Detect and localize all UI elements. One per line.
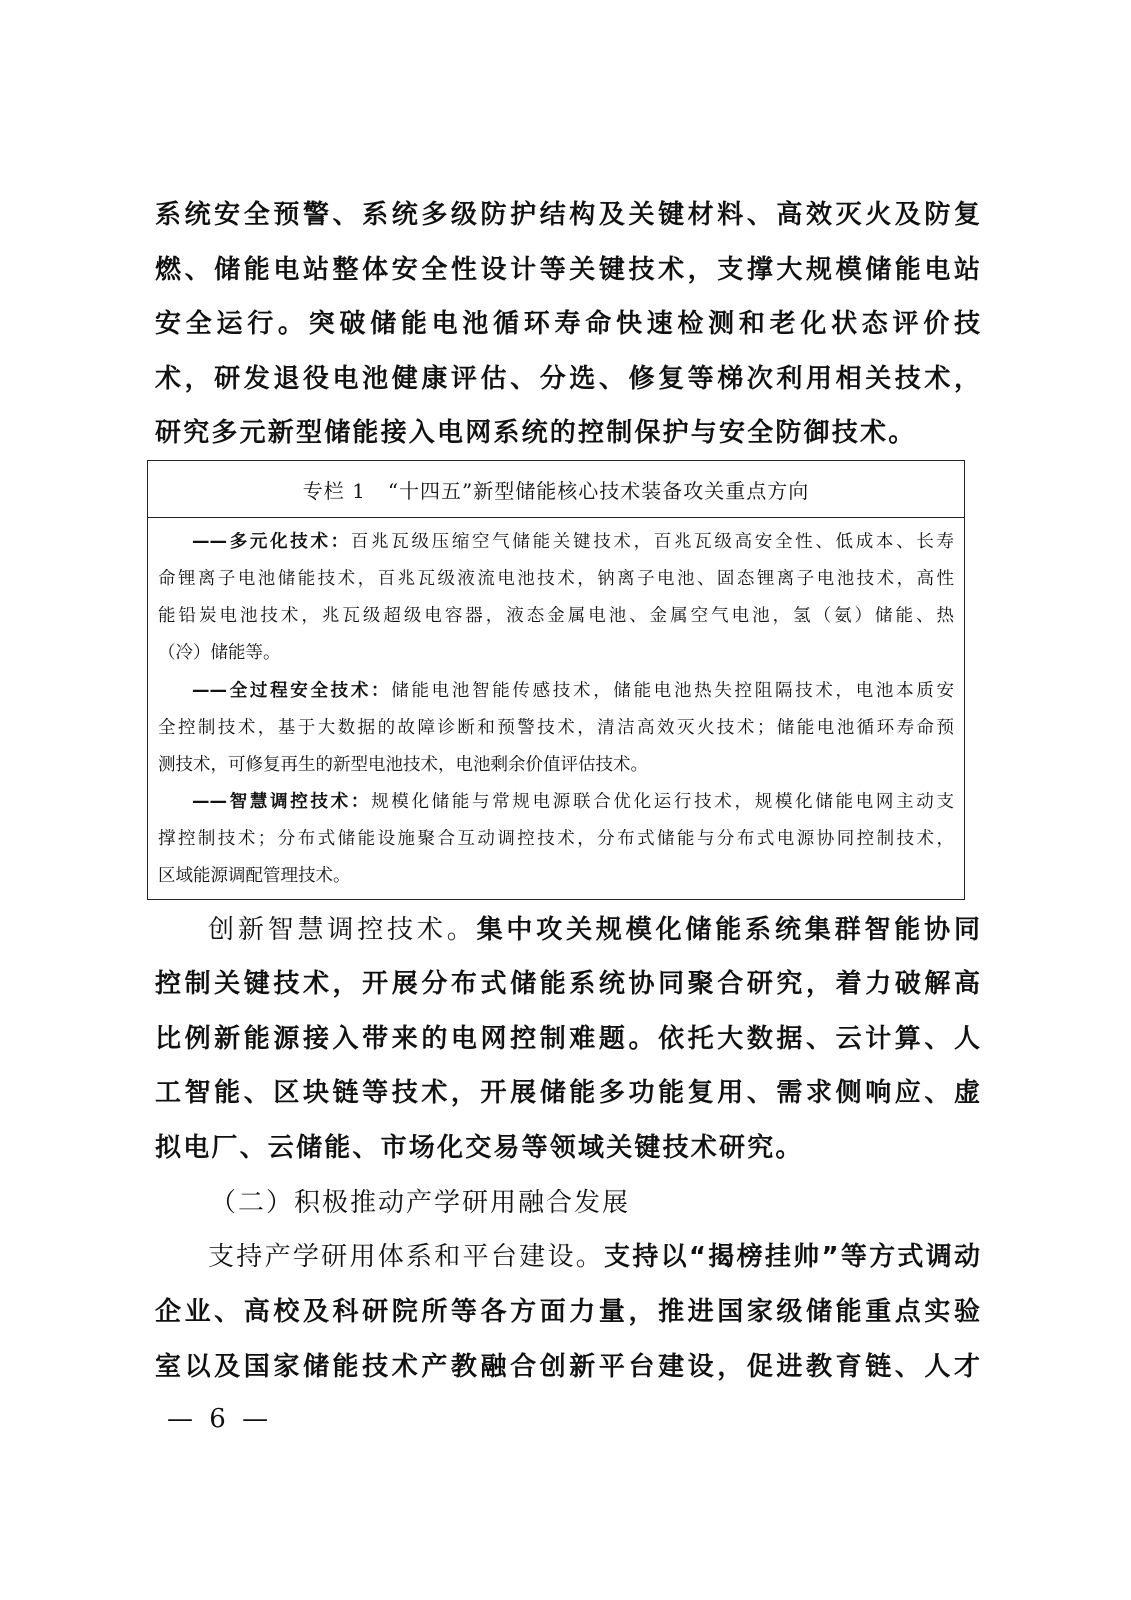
paragraph-line: 拟电厂、云储能、市场化交易等领域关键技术研究。 <box>155 1133 804 1163</box>
column-number: 专栏 1 <box>302 478 366 503</box>
paragraph-line: 工智能、区块链等技术，开展储能多功能复用、需求侧响应、虚 <box>155 1078 980 1108</box>
paragraph-line: 支持产学研用体系和平台建设。支持以“揭榜挂帅”等方式调动 <box>208 1242 980 1272</box>
column-box <box>147 460 965 900</box>
column-title-text: “十四五”新型储能核心技术装备攻关重点方向 <box>387 478 810 503</box>
page-number: — 6 — <box>167 1404 273 1434</box>
paragraph-line: 术，研发退役电池健康评估、分选、修复等梯次利用相关技术， <box>155 364 980 394</box>
paragraph-line: 室以及国家储能技术产教融合创新平台建设，促进教育链、人才 <box>155 1352 980 1382</box>
paragraph-line: 安全运行。突破储能电池循环寿命快速检测和老化状态评价技 <box>155 309 980 339</box>
paragraph-line: 控制关键技术，开展分布式储能系统协同聚合研究，着力破解高 <box>155 969 980 999</box>
paragraph-line: 创新智慧调控技术。集中攻关规模化储能系统集群智能协同 <box>208 915 980 945</box>
column-item-line: 能铅炭电池技术，兆瓦级超级电容器，液态金属电池、金属空气电池，氢（氨）储能、热 <box>158 606 954 626</box>
column-item-line: ——多元化技术：百兆瓦级压缩空气储能关键技术，百兆瓦级高安全性、低成本、长寿 <box>192 532 955 552</box>
column-item-label: ——多元化技术： <box>192 532 351 552</box>
paragraph-line: 燃、储能电站整体安全性设计等关键技术，支撑大规模储能电站 <box>155 255 980 285</box>
column-item-line: 撑控制技术；分布式储能设施聚合互动调控技术，分布式储能与分布式电源协同控制技术， <box>158 829 954 849</box>
column-item-line: 全控制技术，基于大数据的故障诊断和预警技术，清洁高效灭火技术；储能电池循环寿命预 <box>158 718 954 738</box>
column-item-line: 命锂离子电池储能技术，百兆瓦级液流电池技术，钠离子电池、固态锂离子电池技术，高性 <box>158 569 954 589</box>
paragraph-line: 企业、高校及科研院所等各方面力量，推进国家级储能重点实验 <box>155 1297 980 1327</box>
paragraph-line: 比例新能源接入带来的电网控制难题。依托大数据、云计算、人 <box>155 1024 980 1054</box>
column-item-line: ——全过程安全技术：储能电池智能传感技术，储能电池热失控阻隔技术，电池本质安 <box>192 681 954 701</box>
column-item-line: 区域能源调配管理技术。 <box>158 866 351 886</box>
paragraph-line: 系统安全预警、系统多级防护结构及关键材料、高效灭火及防复 <box>155 200 980 230</box>
paragraph-lead: 创新智慧调控技术。 <box>208 915 477 945</box>
column-item-label: ——全过程安全技术： <box>192 681 392 701</box>
column-item-line: （冷）储能等。 <box>158 643 281 663</box>
column-item-line: 测技术，可修复再生的新型电池技术，电池剩余价值评估技术。 <box>158 755 648 775</box>
column-item-line: ——智慧调控技术：规模化储能与常规电源联合优化运行技术，规模化储能电网主动支 <box>192 792 955 812</box>
paragraph-line: 研究多元新型储能接入电网系统的控制保护与安全防御技术。 <box>155 418 917 448</box>
column-item-label: ——智慧调控技术： <box>192 792 372 812</box>
column-box-title <box>148 461 964 518</box>
paragraph-lead: 支持产学研用体系和平台建设。 <box>208 1242 605 1272</box>
section-heading: （二）积极推动产学研用融合发展 <box>210 1188 631 1218</box>
